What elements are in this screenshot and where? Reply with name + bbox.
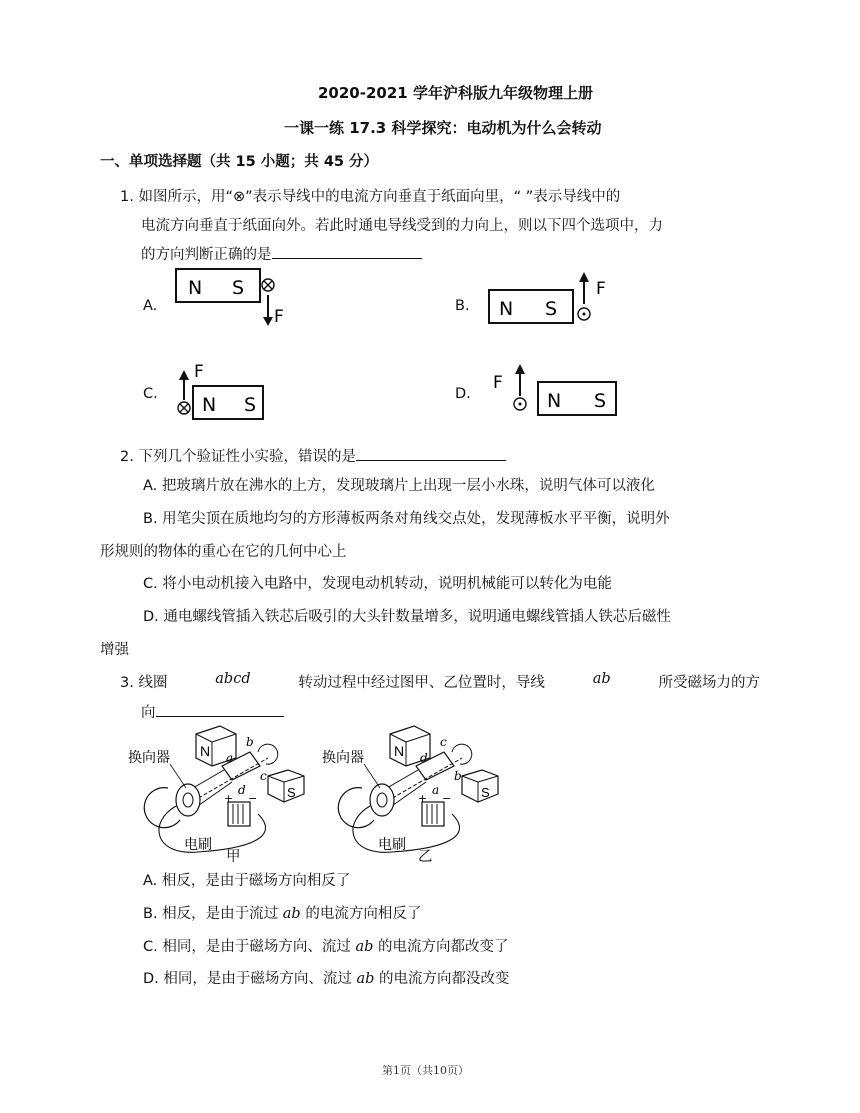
q3-option-c-wire: ab: [355, 939, 374, 955]
q1-figure-d: [490, 358, 625, 422]
magnet-s-label: S: [287, 785, 296, 800]
brush-label: 电刷: [378, 837, 406, 853]
magnet-s-label: S: [594, 390, 607, 412]
q1-option-c[interactable]: C.: [143, 386, 158, 402]
q3-option-d-part2: 的电流方向都没改变: [379, 971, 510, 987]
magnet-n-label: N: [200, 743, 211, 759]
magnet-s-label: S: [545, 298, 558, 320]
q1-line3-text: 的方向判断正确的是: [141, 247, 272, 263]
coil-letter-d: d: [238, 783, 246, 797]
section-heading: 一、单项选择题（共 15 小题；共 45 分）: [100, 154, 379, 170]
current-out-of-page-icon: [578, 308, 590, 320]
q3-option-d-wire: ab: [356, 971, 375, 987]
q3-option-c[interactable]: [143, 935, 509, 956]
force-arrow-up-icon: [515, 364, 525, 396]
q3-coil-label: abcd: [215, 671, 251, 687]
q1-option-d[interactable]: D.: [455, 386, 471, 402]
commutator-label: 换向器: [322, 750, 364, 766]
force-arrow-up-icon: [579, 272, 589, 304]
force-arrow-up-icon: [179, 370, 189, 400]
q3-stem-line2: [141, 701, 284, 722]
magnet-n-label: N: [188, 277, 203, 299]
coil-letter-a: a: [226, 751, 234, 765]
q3-option-b[interactable]: [143, 902, 421, 923]
doc-subtitle: 一课一练 17.3 科学探究：电动机为什么会转动: [284, 119, 602, 137]
force-label: F: [194, 362, 204, 382]
q3-stem-part1: 3. 线圈: [120, 675, 168, 691]
svg-text:−: −: [442, 792, 452, 805]
force-label: F: [596, 279, 606, 299]
q3-stem-part2: 转动过程中经过图甲、乙位置时，导线: [298, 675, 545, 691]
magnet-n-label: N: [202, 394, 217, 416]
battery-icon: [418, 792, 451, 826]
current-into-page-icon: [262, 279, 274, 291]
magnet-s-block: [462, 770, 498, 802]
coil-letter-c: c: [440, 735, 447, 749]
svg-text:−: −: [248, 792, 258, 805]
q3-option-b-part1: B. 相反，是由于流过: [143, 906, 279, 922]
figure-label-yi: 乙: [418, 849, 433, 865]
doc-title: 2020-2021 学年沪科版九年级物理上册: [318, 84, 593, 102]
magnet-n-label: N: [394, 743, 405, 759]
svg-text:+: +: [224, 792, 234, 805]
q2-option-b-cont: 形规则的物体的重心在它的几何中心上: [100, 544, 347, 560]
coil-letter-b: b: [454, 769, 462, 783]
q2-option-b[interactable]: B. 用笔尖顶在质地均匀的方形薄板两条对角线交点处，发现薄板水平平衡，说明外: [143, 511, 670, 527]
current-into-page-icon: [178, 402, 190, 414]
q1-figure-c: [170, 360, 270, 422]
commutator-icon: [176, 784, 200, 816]
magnet-s-label: S: [244, 394, 257, 416]
force-label: F: [274, 307, 284, 327]
figure-label-jia: 甲: [226, 849, 241, 865]
page-footer: 第1页（共10页）: [382, 1064, 469, 1077]
q3-option-b-wire: ab: [282, 906, 301, 922]
q3-option-d[interactable]: [143, 967, 510, 988]
q1-figure-a: [170, 265, 300, 330]
q2-stem: [120, 445, 506, 466]
q1-line3: [141, 243, 422, 264]
q3-stem-part4: 向: [141, 705, 156, 721]
magnet-n-label: N: [547, 390, 562, 412]
commutator-icon: [370, 784, 394, 816]
coil-letter-c: c: [260, 769, 267, 783]
brush-label: 电刷: [184, 837, 212, 853]
q1-figure-b: [484, 270, 624, 332]
magnet-s-label: S: [481, 785, 490, 800]
coil-letter-a: a: [432, 783, 440, 797]
q1-option-b[interactable]: B.: [455, 298, 470, 314]
q2-stem-text: 2. 下列几个验证性小实验，错误的是: [120, 449, 356, 465]
q3-wire-label: ab: [592, 671, 611, 687]
q3-option-c-part1: C. 相同，是由于磁场方向、流过: [143, 939, 351, 955]
battery-icon: [224, 792, 257, 826]
force-label: F: [493, 373, 503, 393]
magnet-s-block: [268, 770, 304, 802]
q2-option-d-cont: 增强: [100, 642, 129, 658]
current-out-of-page-icon: [514, 398, 526, 410]
q1-line2: 电流方向垂直于纸面向外。若此时通电导线受到的力向上，则以下四个选项中，力: [141, 218, 663, 234]
q2-option-c[interactable]: C. 将小电动机接入电路中，发现电动机转动，说明机械能可以转化为电能: [143, 576, 612, 592]
q2-option-a[interactable]: A. 把玻璃片放在沸水的上方，发现玻璃片上出现一层小水珠，说明气体可以液化: [143, 478, 655, 494]
magnet-s-label: S: [232, 277, 245, 299]
q3-option-d-part1: D. 相同，是由于磁场方向、流过: [143, 971, 352, 987]
q3-stem: [120, 671, 760, 692]
q3-answer-blank[interactable]: [156, 702, 284, 717]
force-arrow-down-icon: [263, 295, 273, 326]
coil-letter-d: d: [420, 751, 428, 765]
q3-option-c-part2: 的电流方向都改变了: [378, 939, 509, 955]
q1-line1: 1. 如图所示，用“⊗”表示导线中的电流方向垂直于纸面向里，“ ”表示导线中的: [120, 189, 621, 205]
q2-option-d[interactable]: D. 通电螺线管插入铁芯后吸引的大头针数量增多，说明通电螺线管插人铁芯后磁性: [143, 609, 671, 625]
q3-option-b-part2: 的电流方向相反了: [305, 906, 422, 922]
q3-stem-part3: 所受磁场力的方: [658, 675, 760, 691]
svg-text:+: +: [418, 792, 428, 805]
q3-option-a[interactable]: A. 相反，是由于磁场方向相反了: [143, 873, 351, 889]
q1-option-a[interactable]: A.: [143, 298, 158, 314]
magnet-n-label: N: [499, 298, 514, 320]
q2-answer-blank[interactable]: [356, 446, 506, 461]
coil-letter-b: b: [246, 735, 254, 749]
commutator-label: 换向器: [128, 750, 170, 766]
q1-answer-blank[interactable]: [272, 244, 422, 259]
